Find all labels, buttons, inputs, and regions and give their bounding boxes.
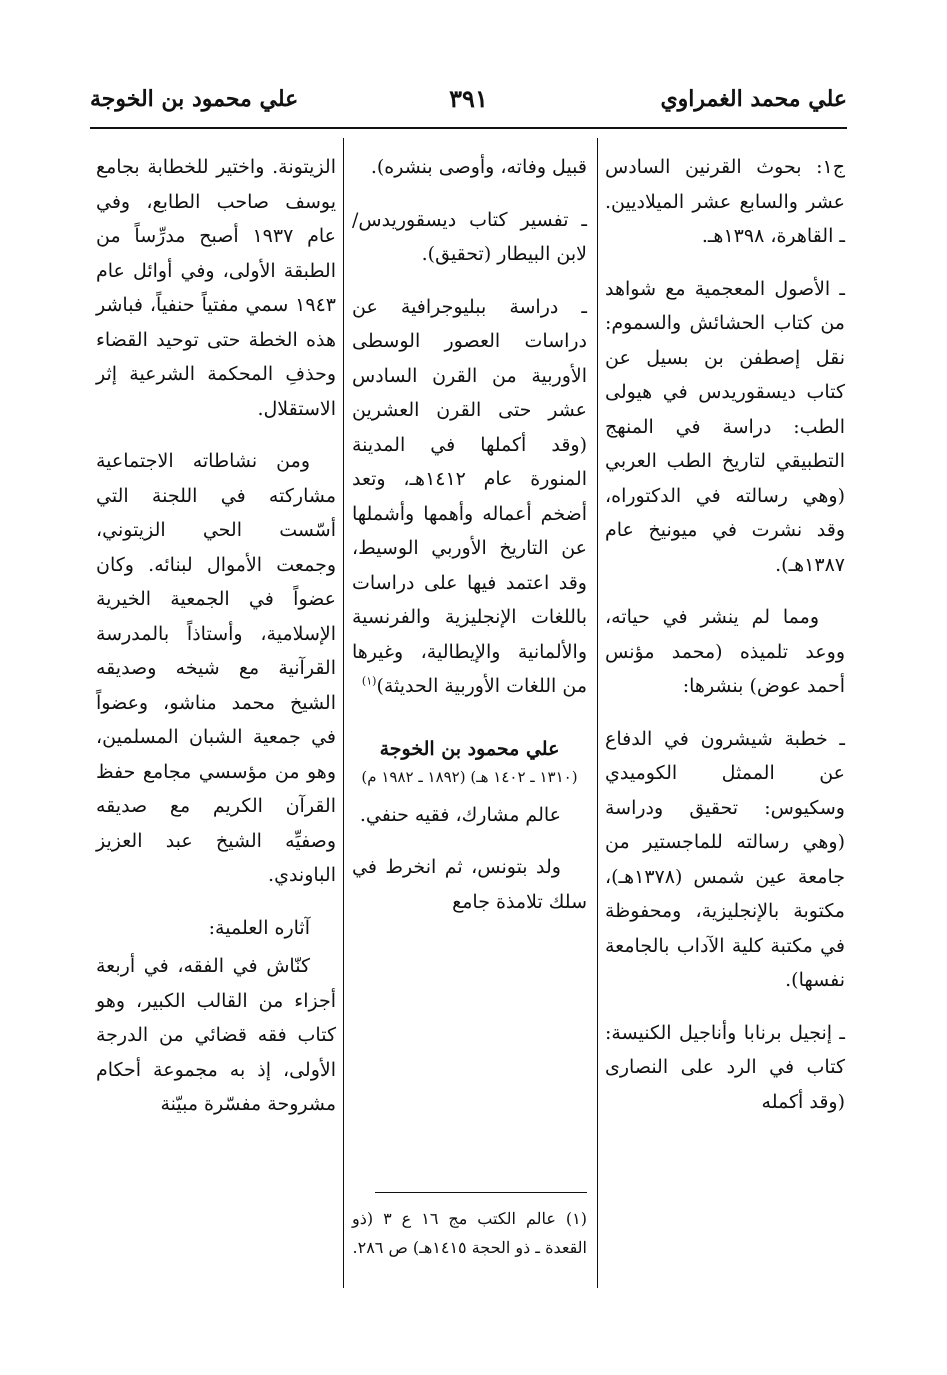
paragraph: ولد بتونس، ثم انخرط في سلك تلامذة جامع: [352, 856, 587, 913]
header-left-title: علي محمود بن الخوجة: [90, 86, 299, 112]
column-divider: [597, 138, 598, 1288]
paragraph: [352, 290, 587, 704]
paragraph: ومن نشاطاته الاجتماعية مشاركته في اللجنة التي أسّست الحي الزيتوني، وجمعت الأموال لبنائه. وكان عضواً في الجمعية الخيرية الإسلامية، وأستاذاً بالمدرسة القرآنية مع شيخه وصديقه الشيخ محمد مناشو، وعضواً في جمعية الشبان المسلمين، وهو من مؤسسي مجامع حفظ القرآن الكريم مع صديقه وصفيِّه الشيخ عبد العزيز الباوندي.: [96, 450, 336, 886]
biography-dates: (١٣١٠ ـ ١٤٠٢ هـ) (١٨٩٢ ـ ١٩٨٢ م): [361, 767, 578, 786]
biography-name: علي محمود بن الخوجة: [379, 737, 560, 760]
paragraph: ومما لم ينشر في حياته، ووعد تلميذه (محمد مؤنس أحمد عوض) بنشرها:: [605, 606, 845, 697]
section-heading: آثاره العلمية:: [208, 916, 310, 939]
page-number: ٣٩١: [449, 84, 488, 113]
running-header: [90, 82, 847, 122]
footnote-rule: [375, 1192, 587, 1193]
footnote-reference: (١): [361, 674, 377, 688]
paragraph: ـ خطبة شيشرون في الدفاع عن الممثل الكوميدي وسكيوس: تحقيق ودراسة (وهي رسالته للماجستير من جامعة عين شمس (١٣٧٨هـ)، مكتوبة بالإنجليزية، ومحفوظة في مكتبة كلية الآداب بالجامعة نفسها).: [605, 727, 845, 991]
paragraph: ـ إنجيل برنابا وأناجيل الكنيسة: كتاب في الرد على النصارى (وقد أكمله: [605, 1021, 845, 1113]
column-middle: [352, 150, 587, 937]
paragraph: ـ تفسير كتاب ديسقوريدس/ لابن البيطار (تحقيق).: [352, 208, 587, 265]
paragraph: كنّاش في الفقه، في أربعة أجزاء من القالب الكبير، وهو كتاب فقه قضائي من الدرجة الأولى، إذ به مجموعة أحكام مشروحة مفسّرة مبيّنة: [96, 955, 336, 1115]
column-right: [605, 150, 845, 1137]
paragraph-text: ـ دراسة ببليوجرافية عن دراسات العصور الوسطى الأوربية من القرن السادس عشر حتى القرن العشرين (وقد أكملها في المدينة المنورة عام ١٤١٢هـ، وتعد أضخم أعماله وأهمها وأشملها عن التاريخ الأوربي الوسيط، وقد اعتمد فيها على دراسات باللغات الإنجليزية والفرنسية والألمانية والإيطالية، وغيرها من اللغات الأوربية الحديثة): [352, 295, 587, 697]
paragraph: الزيتونة. واختير للخطابة بجامع يوسف صاحب الطابع، وفي عام ١٩٣٧ أصبح مدرِّساً من الطبقة الأولى، وفي أوائل عام ١٩٤٣ سمي مفتياً حنفياً، فباشر هذه الخطة حتى توحيد القضاء وحذفِ المحكمة الشرعية إثر الاستقلال.: [96, 156, 336, 420]
header-right-title: علي محمد الغمراوي: [660, 86, 847, 112]
paragraph: ـ الأصول المعجمية مع شواهد من كتاب الحشائش والسموم: نقل إصطفن بن بسيل عن كتاب ديسقوريدس في هيولى الطب: دراسة في المنهج التطبيقي لتاريخ الطب العربي (وهي رسالته في الدكتوراه، وقد نشرت في ميونيخ عام ١٣٨٧هـ).: [605, 277, 845, 576]
paragraph: عالم مشارك، فقيه حنفي.: [359, 803, 561, 826]
footnote: (١) عالم الكتب مج ١٦ ع ٣ (ذو القعدة ـ ذو الحجة ١٤١٥هـ) ص ٢٨٦.: [352, 1209, 587, 1257]
column-divider: [343, 138, 344, 1288]
paragraph: ج١: بحوث القرنين السادس عشر والسابع عشر الميلاديين. ـ القاهرة، ١٣٩٨هـ.: [605, 156, 845, 247]
paragraph: قبيل وفاته، وأوصى بنشره).: [370, 156, 587, 178]
header-rule: [90, 127, 847, 129]
column-left: [96, 150, 336, 1140]
